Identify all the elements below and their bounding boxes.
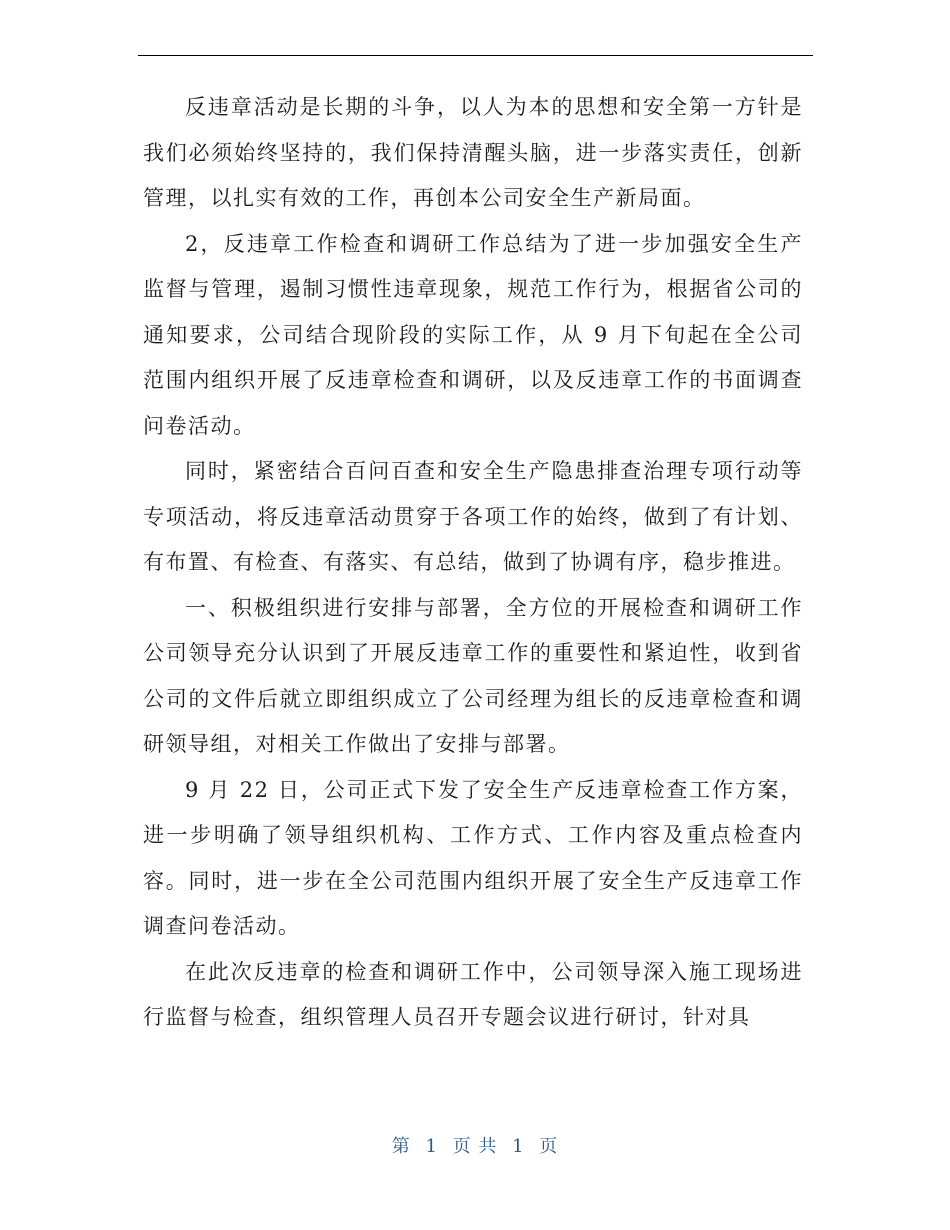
paragraph-4: 一、积极组织进行安排与部署，全方位的开展检查和调研工作公司领导充分认识到了开展反违章工作的重要性和紧迫性，收到省公司的文件后就立即组织成立了公司经理为组长的反违章检查和调研领导组，对相关工作做出了安排与部署。 (143, 595, 803, 756)
paragraph-6: 在此次反违章的检查和调研工作中，公司领导深入施工现场进行监督与检查，组织管理人员召开专题会议进行研讨，针对具 (143, 959, 803, 1029)
footer-page-suffix: 页 (539, 1136, 559, 1157)
footer-page-middle: 页 共 (452, 1136, 498, 1157)
footer-total-pages: 1 (512, 1136, 525, 1157)
paragraph-2: 2，反违章工作检查和调研工作总结为了进一步加强安全生产监督与管理，遏制习惯性违章现象，规范工作行为，根据省公司的通知要求，公司结合现阶段的实际工作，从 9 月下旬起在全公司范围内组织开展了反违章检查和调研，以及反违章工作的书面调查问卷活动。 (143, 231, 803, 438)
header-rule (138, 55, 813, 56)
footer-page-number: 1 (425, 1136, 438, 1157)
paragraph-1: 反违章活动是长期的斗争，以人为本的思想和安全第一方针是我们必须始终坚持的，我们保持清醒头脑，进一步落实责任，创新管理，以扎实有效的工作，再创本公司安全生产新局面。 (143, 95, 803, 210)
page-footer (0, 1132, 950, 1158)
paragraph-5: 9 月 22 日，公司正式下发了安全生产反违章检查工作方案，进一步明确了领导组织机构、工作方式、工作内容及重点检查内容。同时，进一步在全公司范围内组织开展了安全生产反违章工作调查问卷活动。 (143, 777, 803, 938)
document-body (143, 85, 803, 1041)
footer-page-prefix: 第 (391, 1136, 411, 1157)
paragraph-3: 同时，紧密结合百问百查和安全生产隐患排查治理专项行动等专项活动，将反违章活动贯穿于各项工作的始终，做到了有计划、有布置、有检查、有落实、有总结，做到了协调有序，稳步推进。 (143, 459, 803, 574)
